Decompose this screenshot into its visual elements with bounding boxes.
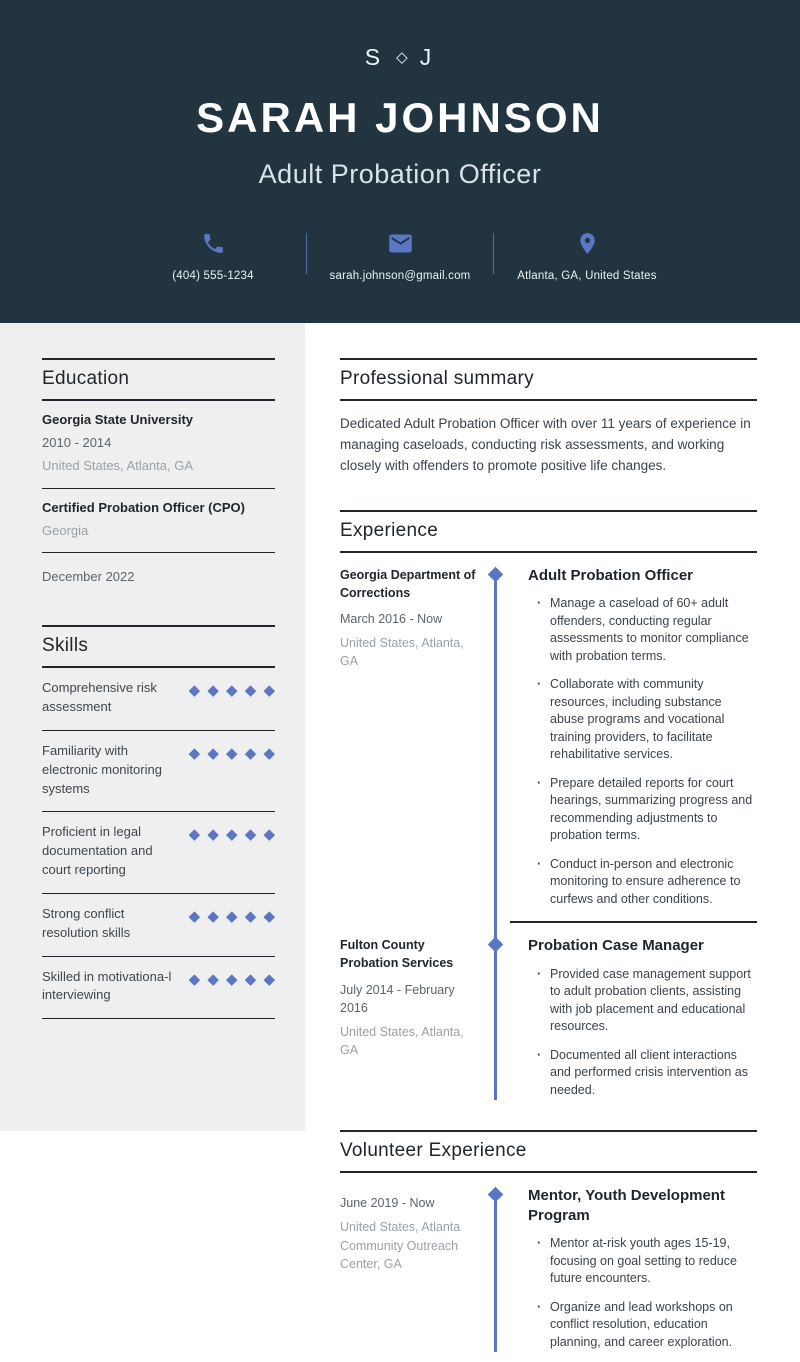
volunteer-heading: Volunteer Experience xyxy=(340,1130,757,1173)
candidate-name: SARAH JOHNSON xyxy=(196,94,604,141)
education-school: Georgia State University xyxy=(42,412,193,427)
email-address: sarah.johnson@gmail.com xyxy=(329,270,471,282)
skill-label: Strong conflict resolution skills xyxy=(42,905,131,940)
education-item xyxy=(42,553,275,598)
entry-meta xyxy=(340,923,480,1110)
timeline-line xyxy=(494,1197,497,1352)
entry-content xyxy=(510,1173,757,1362)
entry-location: United States, Atlanta, GA xyxy=(340,636,464,669)
education-dates: 2010 - 2014 xyxy=(42,435,112,451)
education-heading: Education xyxy=(42,358,275,401)
contact-phone xyxy=(120,230,306,282)
education-location: United States, Atlanta, GA xyxy=(42,458,194,474)
location-text: Atlanta, GA, United States xyxy=(517,270,657,282)
bullet-item: · Documented all client interactions and performed crisis intervention as needed. xyxy=(528,1047,757,1100)
diamond-icon xyxy=(487,1187,503,1203)
entry-role-title: Mentor, Youth Development Program xyxy=(528,1187,725,1224)
entry-location: United States, Atlanta, GA xyxy=(340,1024,464,1057)
entry-location: United States, Atlanta Community Outreach Center, GA xyxy=(340,1220,461,1271)
volunteer-section xyxy=(340,1130,757,1362)
skills-heading: Skills xyxy=(42,625,275,668)
timeline-line xyxy=(494,577,497,924)
skill-label: Skilled in motivationa-l interviewing xyxy=(42,968,172,1003)
certification-date: December 2022 xyxy=(42,568,135,584)
timeline xyxy=(480,923,510,1110)
main-column xyxy=(305,323,800,1349)
experience-heading: Experience xyxy=(340,510,757,553)
summary-heading: Professional summary xyxy=(340,358,757,401)
entry-organization: Fulton County Probation Services xyxy=(340,938,454,971)
contact-location xyxy=(494,230,680,282)
monogram-right-initial: J xyxy=(419,44,436,70)
skills-section xyxy=(42,625,275,1019)
skill-item xyxy=(42,894,275,957)
experience-section xyxy=(340,510,757,1111)
volunteer-entry xyxy=(340,1173,757,1362)
location-pin-icon xyxy=(575,230,600,256)
entry-content xyxy=(510,923,757,1110)
candidate-job-title: Adult Probation Officer xyxy=(258,159,542,189)
diamond-icon xyxy=(487,937,503,953)
contact-email xyxy=(307,230,493,282)
entry-role-title: Probation Case Manager xyxy=(528,937,704,955)
entry-role-title: Adult Probation Officer xyxy=(528,566,693,584)
experience-entry xyxy=(340,553,757,924)
resume-body xyxy=(0,323,800,1349)
entry-organization: Georgia Department of Corrections xyxy=(340,567,476,600)
entry-meta xyxy=(340,553,480,924)
entry-meta xyxy=(340,1173,480,1362)
monogram xyxy=(0,44,800,71)
skill-label: Familiarity with electronic monitoring systems xyxy=(42,742,162,796)
summary-text: Dedicated Adult Probation Officer with over 11 years of experience in managing caseloads, conducting risk assessments, and working closely with offenders to promote positive life changes. xyxy=(340,416,751,473)
skill-label: Comprehensive risk assessment xyxy=(42,680,157,714)
sidebar xyxy=(0,323,305,1131)
education-item xyxy=(42,401,275,489)
bullet-list xyxy=(528,966,757,1100)
monogram-left-initial: S xyxy=(364,44,385,70)
bullet-item: · Conduct in-person and electronic monitoring to ensure adherence to curfews and other conditions. xyxy=(528,856,757,909)
certification-location: Georgia xyxy=(42,522,89,538)
skill-item xyxy=(42,957,275,1020)
experience-entry xyxy=(340,923,757,1110)
bullet-item: · Mentor at-risk youth ages 15-19, focusing on goal setting to reduce future encounters. xyxy=(528,1235,757,1288)
entry-dates: March 2016 - Now xyxy=(340,612,443,627)
timeline xyxy=(480,553,510,924)
bullet-item: · Collaborate with community resources, including substance abuse programs and vocational training providers, to facilitate rehabilitative services. xyxy=(528,676,757,764)
certification-title: Certified Probation Officer (CPO) xyxy=(42,499,245,515)
skill-item xyxy=(42,668,275,731)
education-item xyxy=(42,489,275,553)
entry-dates: June 2019 - Now xyxy=(340,1196,435,1211)
entry-content xyxy=(510,553,757,924)
bullet-list xyxy=(528,595,757,908)
bullet-item: · Organize and lead workshops on conflict resolution, education planning, and career exploration. xyxy=(528,1299,757,1352)
diamond-rating-icons: ◆ ◆ ◆ ◆ ◆ xyxy=(188,682,275,700)
skill-item xyxy=(42,731,275,813)
entry-dates: July 2014 - February 2016 xyxy=(340,982,455,1015)
email-icon xyxy=(387,230,414,256)
bullet-item: · Manage a caseload of 60+ adult offenders, conducting regular assessments to monitor compliance with probation terms. xyxy=(528,595,757,665)
phone-icon xyxy=(201,230,226,256)
diamond-rating-icons: ◆ ◆ ◆ ◆ ◆ xyxy=(188,826,275,844)
diamond-rating-icons: ◆ ◆ ◆ ◆ ◆ xyxy=(188,744,275,762)
bullet-item: · Prepare detailed reports for court hearings, summarizing progress and recommending adjustments to probation terms. xyxy=(528,775,757,845)
contact-row xyxy=(0,230,800,282)
bullet-list xyxy=(528,1235,757,1351)
diamond-rating-icons: ◆ ◆ ◆ ◆ ◆ xyxy=(188,970,275,988)
skill-label: Proficient in legal documentation and court reporting xyxy=(42,824,153,878)
skill-item xyxy=(42,812,275,894)
diamond-icon xyxy=(487,566,503,582)
resume-header xyxy=(0,0,800,323)
phone-number: (404) 555-1234 xyxy=(172,270,254,282)
diamond-rating-icons: ◆ ◆ ◆ ◆ ◆ xyxy=(188,907,275,925)
timeline xyxy=(480,1173,510,1362)
bullet-item: · Provided case management support to adult probation clients, assisting with job placement and educational resources. xyxy=(528,966,757,1036)
diamond-outline-icon: ◇ xyxy=(396,48,408,66)
